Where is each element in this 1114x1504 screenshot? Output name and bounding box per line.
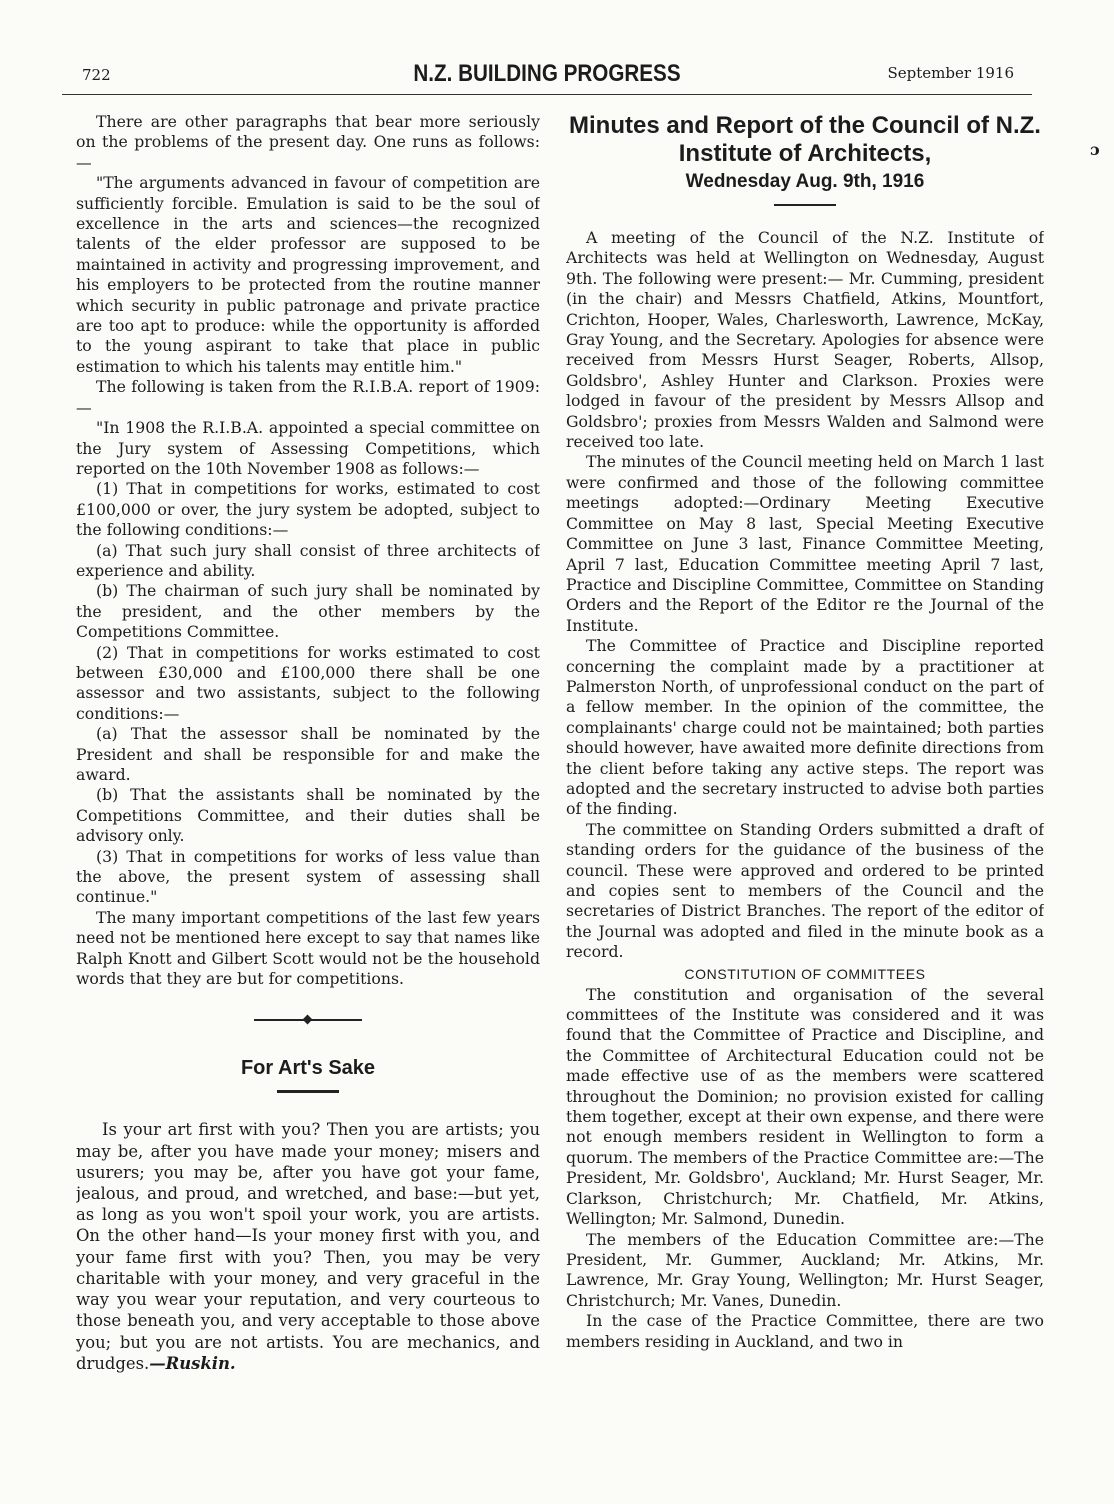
left-column [76, 112, 540, 1482]
paragraph: "The arguments advanced in favour of competition are sufficiently forcible. Emulation is said to be the soul of excellence in the arts and sciences—the recognized talents of the elder professor are supposed to be maintained in activity and progressing improvement, and his employers to be protected from the routine manner which security in public patronage and private practice are too apt to produce: while the opportunity is afforded to the young aspirant to take that place in public estimation to which his talents may entitle him." [76, 173, 540, 376]
paragraph: The constitution and organisation of the several committees of the Institute was considered and it was found that the Committee of Practice and Discipline, and the Committee of Architectural Education could not be made effective use of as the members were scattered throughout the Dominion; no provision existed for calling them together, except at their own expense, and there were not enough members resident in Wellington to form a quorum. The members of the Practice Committee are:—The President, Mr. Goldsbro', Auckland; Mr. Hurst Seager, Mr. Clarkson, Christchurch; Mr. Chatfield, Mr. Atkins, Wellington; Mr. Salmond, Dunedin. [566, 984, 1044, 1229]
margin-mark: ɔ [1090, 140, 1100, 159]
paragraph: (3) That in competitions for works of less value than the above, the present system of assessing shall continue." [76, 846, 540, 907]
article-title: Minutes and Report of the Council of N.Z. Institute of Architects, [569, 112, 1041, 167]
paragraph: A meeting of the Council of the N.Z. Institute of Architects was held at Wellington on Wednesday, August 9th. The following were present:— Mr. Cumming, president (in the chair) and Messrs Chatfield, Atkins, Mountfort, Crichton, Hooper, Wales, Charlesworth, Lawrence, McKay, Gray Young, and the Secretary. Apologies for absence were received from Messrs Hurst Seager, Roberts, Allsop, Goldsbro', Ashley Hunter and Clarkson. Proxies were lodged in favour of the president by Messrs Allsop and Goldsbro'; proxies from Messrs Walden and Salmond were received too late. [566, 228, 1044, 452]
section-subheading: CONSTITUTION OF COMMITTEES [684, 965, 926, 982]
paragraph: The Committee of Practice and Discipline reported concerning the complaint made by a practitioner at Palmerston North, of unprofessional conduct on the part of a fellow member. In the opinion of the committee, the complainants' charge could not be maintained; both parties should however, have awaited more definite directions from the client before taking any active steps. The report was adopted and the secretary instructed to advise both parties of the finding. [566, 636, 1044, 819]
page-number: 722 [82, 66, 111, 84]
paragraph: The minutes of the Council meeting held on March 1 last were confirmed and those of the following committee meetings adopted:—Ordinary Meeting Executive Committee on May 8 last, Special Meeting Executive Committee on June 3 last, Finance Committee Meeting, April 7 last, Education Committee meeting April 7 last, Practice and Discipline Committee, Committee on Standing Orders and the Report of the Editor re the Journal of the Institute. [566, 452, 1044, 635]
paragraph: In the case of the Practice Committee, there are two members residing in Auckland, and two in [566, 1311, 1044, 1351]
issue-date: September 1916 [887, 64, 1014, 82]
right-column [566, 112, 1044, 1482]
ruskin-quote [76, 1119, 540, 1373]
masthead: N.Z. BUILDING PROGRESS [413, 60, 681, 87]
ruskin-text: Is your art first with you? Then you are artists; you may be, after you have made your money; misers and usurers; you may be, after you have got your fame, jealous, and proud, and wretched, and base:—but yet, as long as you won't spoil your work, you are artists. On the other hand—Is your money first with you, and your fame first with you? Then, you may be very charitable with your money, and very graceful in the way you wear your reputation, and very courteous to those beneath you, and very acceptable to those above you; but you are not artists. You are mechanics, and drudges. [76, 1120, 540, 1373]
title-rule [774, 204, 836, 206]
title-rule [277, 1090, 339, 1093]
ruskin-signature: —Ruskin. [149, 1353, 236, 1373]
paragraph: "In 1908 the R.I.B.A. appointed a special committee on the Jury system of Assessing Competitions, which reported on the 10th November 1908 as follows:— [76, 418, 540, 478]
paragraph: (a) That the assessor shall be nominated by the President and shall be responsible for and make the award. [76, 724, 540, 784]
page-header [62, 58, 1032, 95]
paragraph: (b) That the assistants shall be nominated by the Competitions Committee, and their duties shall be advisory only. [76, 785, 540, 846]
paragraph: (b) The chairman of such jury shall be nominated by the president, and the other members by the Competitions Committee. [76, 581, 540, 642]
paragraph: (1) That in competitions for works, estimated to cost £100,000 or over, the jury system be adopted, subject to the following conditions:— [76, 479, 540, 540]
paragraph: The committee on Standing Orders submitted a draft of standing orders for the guidance of the business of the council. These were approved and ordered to be printed and copies sent to members of the Council and the secretaries of District Branches. The report of the editor of the Journal was adopted and filed in the minute book as a record. [566, 819, 1044, 962]
paragraph: The many important competitions of the last few years need not be mentioned here except to say that names like Ralph Knott and Gilbert Scott would not be the household words that they are but for competitions. [76, 907, 540, 989]
paragraph: The members of the Education Committee are:—The President, Mr. Gummer, Auckland; Mr. Atkins, Mr. Lawrence, Mr. Gray Young, Wellington; Mr. Hurst Seager, Christchurch; Mr. Vanes, Dunedin. [566, 1229, 1044, 1310]
paragraph: (a) That such jury shall consist of three architects of experience and ability. [76, 540, 540, 580]
section-title: For Art's Sake [240, 1057, 376, 1080]
paragraph: (2) That in competitions for works estimated to cost between £30,000 and £100,000 there shall be one assessor and two assistants, subject to the following conditions:— [76, 642, 540, 723]
paragraph: The following is taken from the R.I.B.A. report of 1909:— [76, 377, 540, 417]
paragraph: There are other paragraphs that bear more seriously on the problems of the present day. One runs as follows:— [76, 112, 540, 172]
article-subtitle: Wednesday Aug. 9th, 1916 [685, 171, 925, 192]
section-divider [254, 1015, 362, 1025]
